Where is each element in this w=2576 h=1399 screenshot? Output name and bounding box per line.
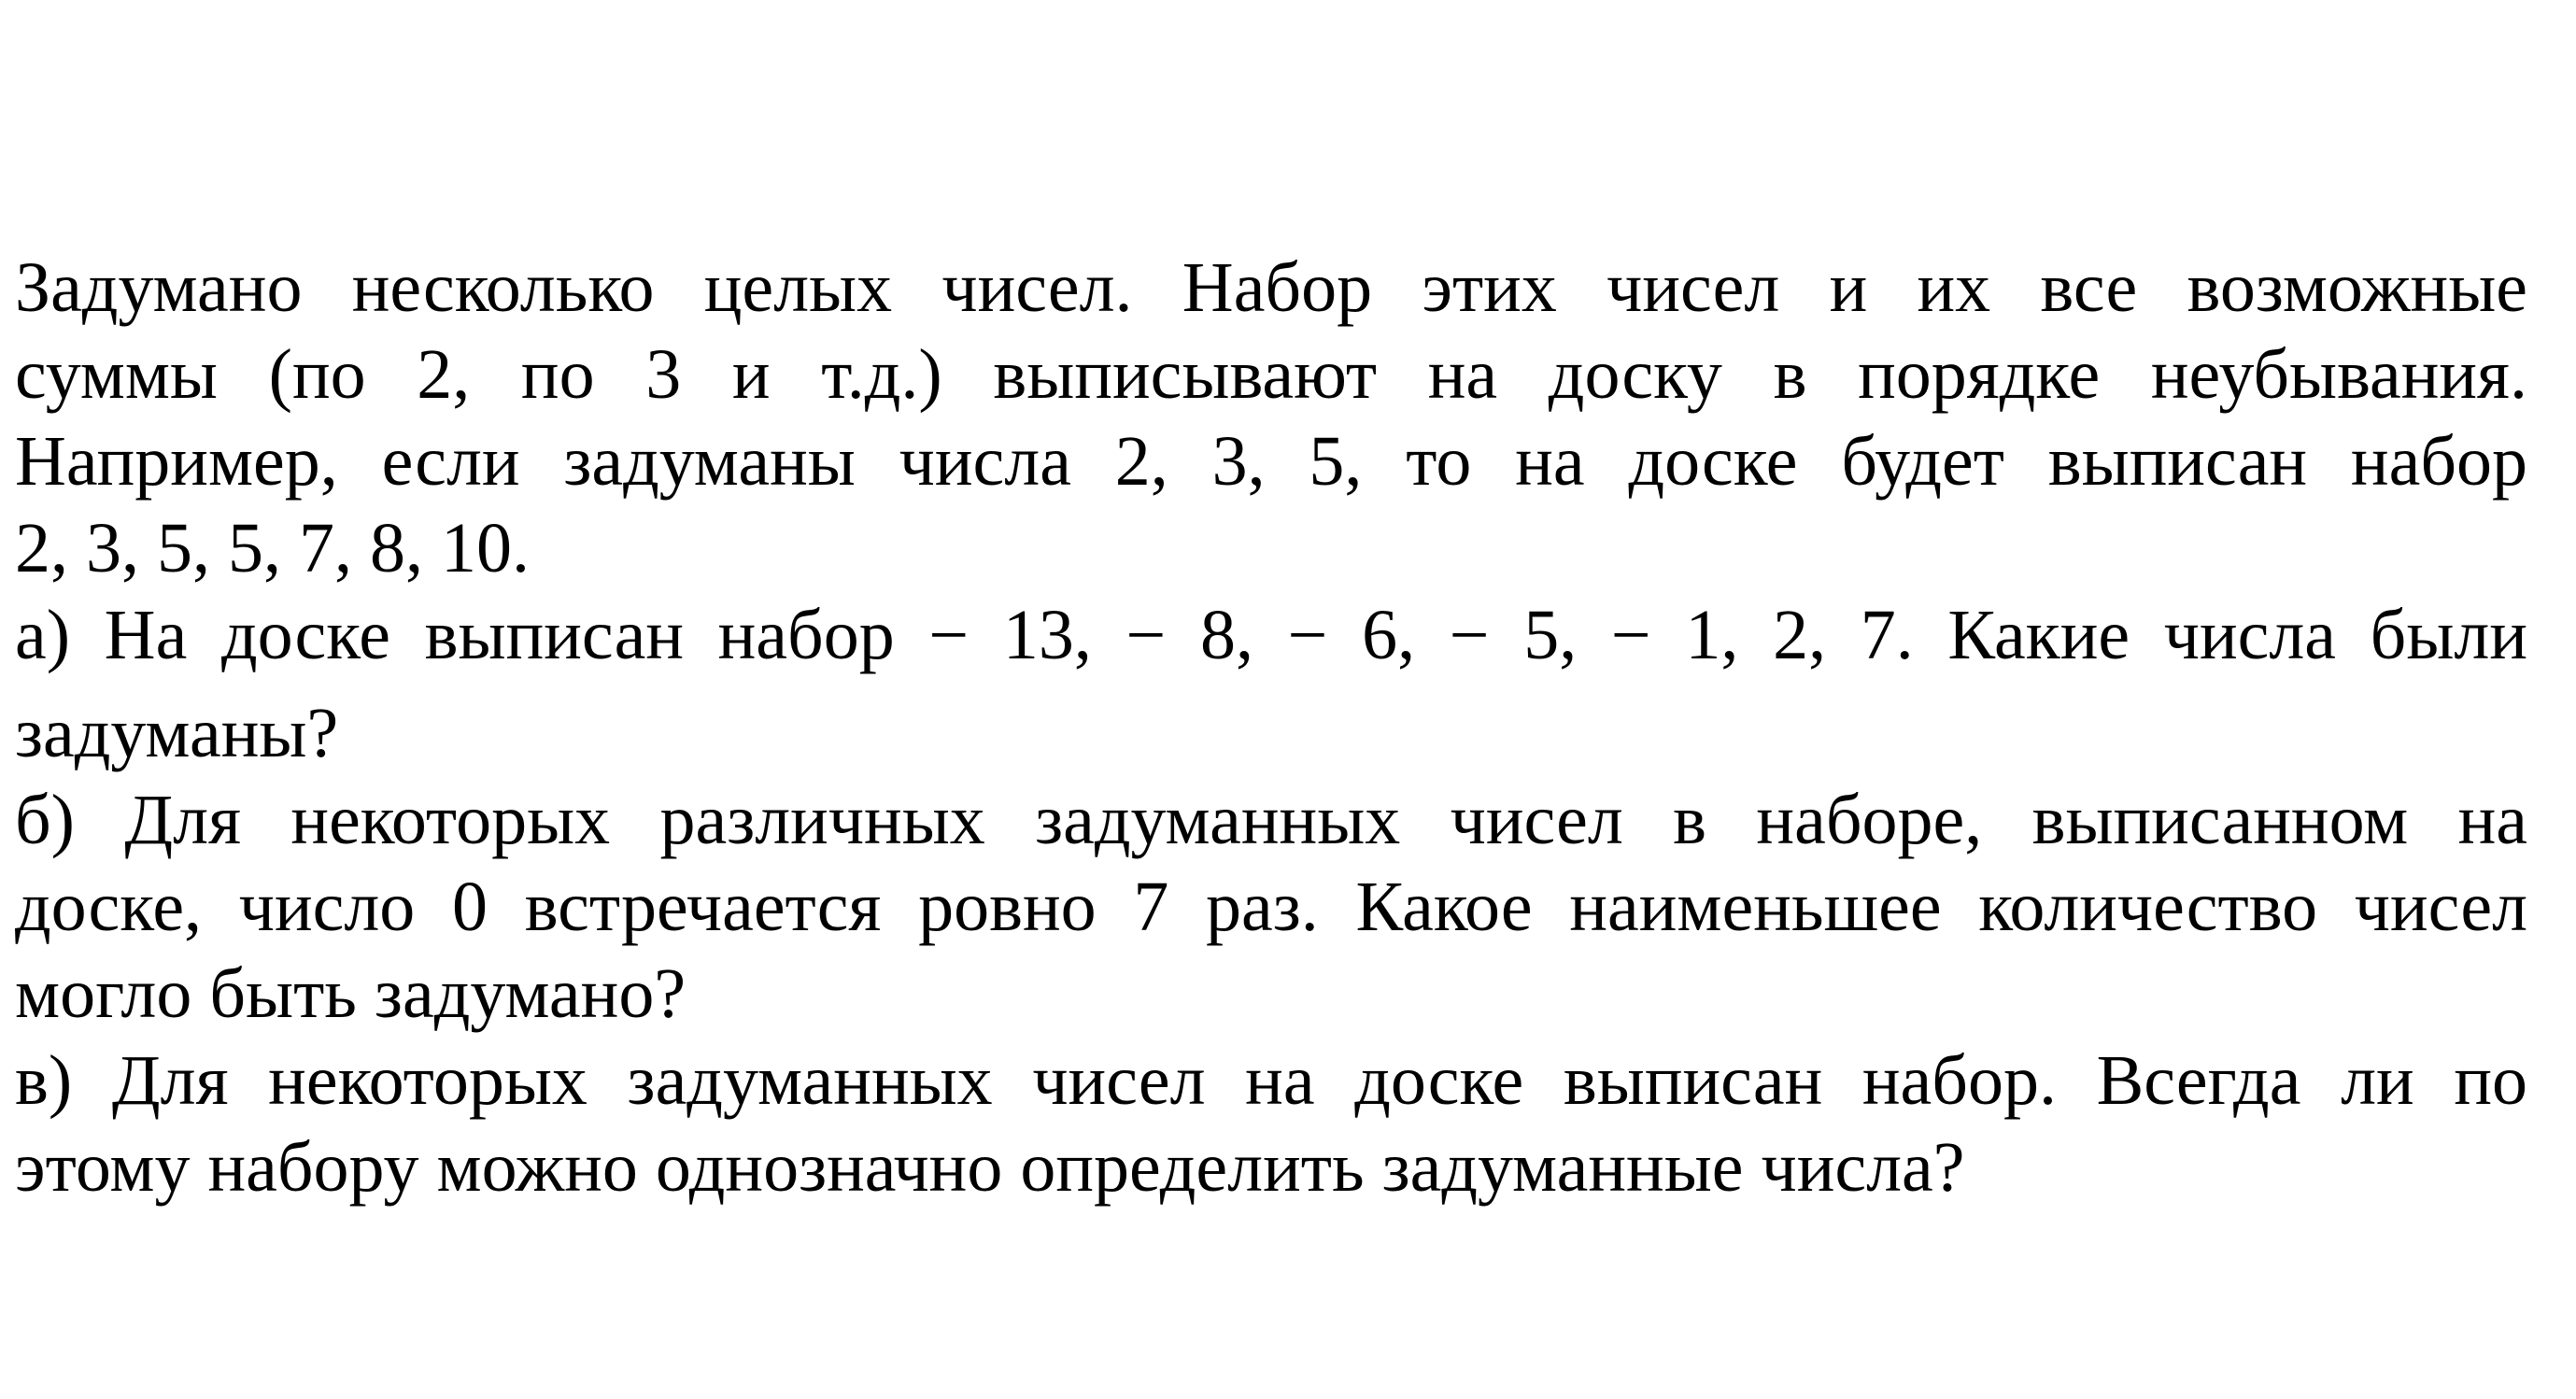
part-b-line-2: доске, число 0 встречается ровно 7 раз. Какое наименьшее количество чисел (15, 868, 2527, 946)
part-a-line-1: а) На доске выписан набор − 13, − 8, − 6, − 5, − 1, 2, 7. Какие числа были (15, 596, 2527, 674)
intro-line-4: 2, 3, 5, 5, 7, 8, 10. (15, 509, 530, 587)
part-c-line-2: этому набору можно однозначно определить задуманные числа? (15, 1128, 1965, 1207)
intro-line-3: Например, если задуманы числа 2, 3, 5, то на доске будет выписан набор (15, 422, 2527, 501)
part-a-paragraph (15, 592, 2527, 777)
part-a-line-2: задуманы? (15, 694, 339, 772)
part-b-paragraph (15, 777, 2527, 1038)
part-b-line-1: б) Для некоторых различных задуманных чисел в наборе, выписанном на (15, 781, 2527, 859)
part-c-paragraph (15, 1038, 2527, 1211)
part-c-line-1: в) Для некоторых задуманных чисел на доске выписан набор. Всегда ли по (15, 1041, 2527, 1120)
problem-document (15, 245, 2527, 1211)
part-b-line-3: могло быть задумано? (15, 954, 686, 1033)
intro-line-1: Задумано несколько целых чисел. Набор этих чисел и их все возможные (15, 248, 2527, 327)
intro-line-2: суммы (по 2, по 3 и т.д.) выписывают на доску в порядке неубывания. (15, 335, 2527, 414)
intro-paragraph (15, 245, 2527, 592)
